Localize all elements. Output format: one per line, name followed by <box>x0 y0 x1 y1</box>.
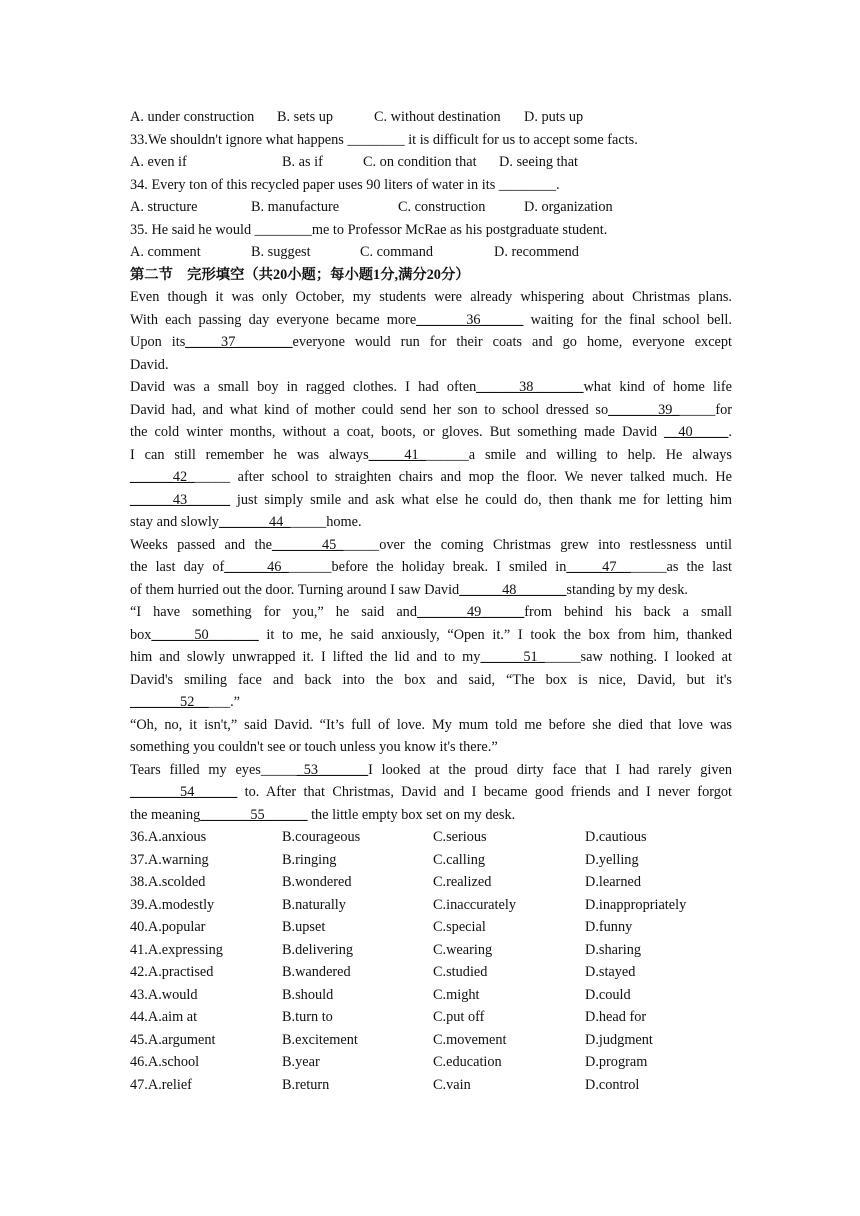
passage-line <box>130 691 732 714</box>
passage-line <box>130 714 732 737</box>
passage-line <box>130 759 732 782</box>
passage-text: standing by my desk. <box>566 581 688 598</box>
choice-option: 38.A.scolded <box>130 874 206 890</box>
passage-text: before the holiday break. I smiled in <box>331 559 567 575</box>
passage-text: Upon its <box>130 334 186 350</box>
option-a: A. structure <box>130 199 198 215</box>
blank: _____ <box>343 536 380 553</box>
choice-option: 39.A.modestly <box>130 896 215 913</box>
q33-options <box>130 151 732 174</box>
passage-text: just simply smile and ask what else he could do, then thank me for letting him <box>230 491 732 508</box>
choice-row <box>130 1074 732 1097</box>
choice-option: 41.A.expressing <box>130 941 223 958</box>
passage-line <box>130 421 732 444</box>
choice-option: B.wandered <box>282 964 351 980</box>
q34-options <box>130 196 732 219</box>
passage-line <box>130 736 732 759</box>
option-d: D. puts up <box>524 109 584 125</box>
cloze-choices <box>130 826 732 1096</box>
blank: ______50_______ <box>151 626 259 643</box>
passage-text: Tears filled my eyes <box>130 761 261 778</box>
choice-row <box>130 961 732 984</box>
blank: _______49______ <box>416 604 525 620</box>
passage-text: I looked at the proud dirty face that I had rarely given <box>368 761 732 778</box>
passage-line <box>130 331 732 354</box>
choice-option: B.wondered <box>282 874 352 890</box>
choice-option: B.naturally <box>282 896 346 913</box>
passage-text: as the last <box>666 559 732 575</box>
choice-option: C.wearing <box>433 941 493 958</box>
passage-text: I can still remember he was always <box>130 446 369 463</box>
passage-line <box>130 579 732 602</box>
choice-option: D.cautious <box>585 829 647 845</box>
choice-row <box>130 984 732 1007</box>
passage-text: for <box>715 401 732 418</box>
passage-text: waiting for the final school bell. <box>523 311 732 328</box>
option-b: B. suggest <box>251 244 311 260</box>
passage-text: home. <box>326 514 362 530</box>
choice-option: D.program <box>585 1054 648 1070</box>
option-a: A. comment <box>130 244 201 260</box>
passage-text: David's smiling face and back into the box and said, “The box is nice, David, but it's <box>130 671 732 688</box>
blank: _______39_ <box>608 401 680 418</box>
exam-page <box>130 106 732 1096</box>
choice-row <box>130 916 732 939</box>
choice-option: B.turn to <box>282 1009 333 1025</box>
passage-line <box>130 511 732 534</box>
blank: _______52__ <box>130 694 209 710</box>
blank: _____37________ <box>185 334 293 350</box>
passage-line <box>130 444 732 467</box>
blank: ______46_ <box>224 559 289 575</box>
cloze-passage <box>130 286 732 826</box>
option-b: B. manufacture <box>251 199 340 215</box>
passage-text: “Oh, no, it isn't,” said David. “It’s full of love. My mum told me before she died that love was <box>130 716 732 733</box>
passage-text: after school to straighten chairs and mop the floor. We never talked much. He <box>230 469 732 485</box>
passage-text: With each passing day everyone became more <box>130 311 417 328</box>
blank: _______55______ <box>200 806 308 823</box>
choice-option: 47.A.relief <box>130 1076 192 1093</box>
choice-row <box>130 849 732 872</box>
choice-row <box>130 1051 732 1074</box>
choice-option: D.head for <box>585 1009 647 1025</box>
blank: _______54______ <box>130 784 238 800</box>
passage-text: stay and slowly <box>130 514 219 530</box>
blank: ______38_______ <box>476 379 584 395</box>
choice-option: D.control <box>585 1076 640 1093</box>
choice-option: B.excitement <box>282 1031 358 1048</box>
blank: _______45_ <box>271 536 344 553</box>
choice-option: C.studied <box>433 964 488 980</box>
choice-option: 46.A.school <box>130 1054 200 1070</box>
blank: __40_____ <box>664 424 729 440</box>
choice-option: D.could <box>585 986 631 1003</box>
choice-option: 37.A.warning <box>130 851 209 868</box>
choice-option: B.ringing <box>282 851 337 868</box>
choice-option: 40.A.popular <box>130 919 206 935</box>
choice-option: B.should <box>282 986 334 1003</box>
blank: _____ <box>194 469 231 485</box>
blank: _53_______ <box>296 761 369 778</box>
option-d: D. organization <box>524 199 613 215</box>
passage-line <box>130 466 732 489</box>
q33-stem: 33.We shouldn't ignore what happens ________ it is difficult for us to accept some facts. <box>130 131 638 148</box>
blank: _____ <box>630 559 667 575</box>
blank: _____47__ <box>566 559 631 575</box>
passage-text: from behind his back a small <box>524 604 732 620</box>
q34-stem: 34. Every ton of this recycled paper uses 90 liters of water in its ________. <box>130 176 560 193</box>
choice-option: C.serious <box>433 829 487 845</box>
choice-option: C.calling <box>433 851 486 868</box>
passage-text: the little empty box set on my desk. <box>307 806 516 823</box>
passage-text: the meaning <box>130 806 201 823</box>
passage-text: of them hurried out the door. Turning around I saw David <box>130 581 460 598</box>
passage-text: David had, and what kind of mother could send her son to school dressed so <box>130 401 609 418</box>
choice-option: D.judgment <box>585 1031 653 1048</box>
blank: _____ <box>260 761 297 778</box>
choice-option: 45.A.argument <box>130 1031 216 1048</box>
choice-option: B.upset <box>282 919 326 935</box>
option-b: B. sets up <box>277 109 334 125</box>
choice-option: B.delivering <box>282 941 354 958</box>
choice-option: B.return <box>282 1076 330 1093</box>
blank: ______ <box>425 446 469 463</box>
choice-row <box>130 826 732 849</box>
choice-option: 43.A.would <box>130 986 198 1003</box>
option-c: C. construction <box>398 199 486 215</box>
passage-text: everyone would run for their coats and go home, everyone except <box>292 334 733 350</box>
choice-row <box>130 1029 732 1052</box>
q35-stem: 35. He said he would ________me to Professor McRae as his postgraduate student. <box>130 221 608 238</box>
passage-text: David was a small boy in ragged clothes. I had often <box>130 379 477 395</box>
blank: _____ <box>544 649 581 665</box>
passage-text: something you couldn't see or touch unless you know it's there.” <box>130 739 498 755</box>
q35-options <box>130 241 732 264</box>
section-title: 第二节 完形填空（共20小题；每小题1分,满分20分） <box>130 266 470 283</box>
blank: ______48_______ <box>459 581 567 598</box>
choice-option: D.inappropriately <box>585 896 687 913</box>
passage-line <box>130 804 732 827</box>
passage-text: over the coming Christmas grew into restlessness until <box>379 536 732 553</box>
blank: _______44_ <box>218 514 291 530</box>
passage-text: Even though it was only October, my students were already whispering about Christmas plans. <box>130 289 732 305</box>
choice-option: D.yelling <box>585 851 639 868</box>
option-a: A. under construction <box>130 109 255 125</box>
passage-line <box>130 669 732 692</box>
choice-option: 44.A.aim at <box>130 1009 198 1025</box>
choice-option: C.vain <box>433 1076 471 1093</box>
passage-line <box>130 781 732 804</box>
passage-line <box>130 534 732 557</box>
passage-text: .” <box>230 694 241 710</box>
passage-text: box <box>130 626 152 643</box>
blank: _____41_ <box>368 446 426 463</box>
choice-row <box>130 871 732 894</box>
passage-line <box>130 601 732 624</box>
choice-option: D.sharing <box>585 941 641 958</box>
passage-line <box>130 286 732 309</box>
passage-text: the last day of <box>130 559 225 575</box>
passage-line <box>130 354 732 377</box>
choice-option: C.realized <box>433 874 492 890</box>
passage-text: saw nothing. I looked at <box>580 649 732 665</box>
passage-text: the cold winter months, without a coat, boots, or gloves. But something made David <box>130 424 665 440</box>
choice-option: D.learned <box>585 874 641 890</box>
passage-text: to. After that Christmas, David and I became good friends and I never forgot <box>237 784 732 800</box>
choice-option: C.movement <box>433 1031 507 1048</box>
choice-option: 36.A.anxious <box>130 829 207 845</box>
passage-line <box>130 399 732 422</box>
passage-text: Weeks passed and the <box>130 536 272 553</box>
blank: _____ <box>290 514 327 530</box>
passage-line <box>130 489 732 512</box>
passage-line <box>130 556 732 579</box>
passage-line <box>130 624 732 647</box>
passage-text: “I have something for you,” he said and <box>130 604 417 620</box>
option-c: C. on condition that <box>363 154 477 170</box>
choice-option: C.put off <box>433 1009 485 1025</box>
option-d: D. seeing that <box>499 154 579 170</box>
blank: ______43______ <box>130 491 231 508</box>
passage-line <box>130 309 732 332</box>
passage-text: it to me, he said anxiously, “Open it.” I took the box from him, thanked <box>258 626 732 643</box>
blank: ______42_ <box>130 469 195 485</box>
choice-option: C.education <box>433 1054 502 1070</box>
option-a: A. even if <box>130 154 187 170</box>
blank: _____ <box>679 401 716 418</box>
blank: ___ <box>208 694 231 710</box>
choice-option: D.stayed <box>585 964 636 980</box>
passage-text: David. <box>130 356 169 373</box>
choice-option: C.inaccurately <box>433 896 516 913</box>
q32-options <box>130 106 732 129</box>
option-c: C. command <box>360 244 434 260</box>
choice-option: 42.A.practised <box>130 964 214 980</box>
option-d: D. recommend <box>494 244 579 260</box>
blank: _______36______ <box>416 311 524 328</box>
passage-line <box>130 646 732 669</box>
choice-option: C.special <box>433 919 486 935</box>
choice-row <box>130 939 732 962</box>
blank: ______ <box>288 559 332 575</box>
passage-line <box>130 376 732 399</box>
option-c: C. without destination <box>374 109 501 125</box>
choice-row <box>130 1006 732 1029</box>
choice-option: B.courageous <box>282 829 361 845</box>
choice-option: C.might <box>433 986 480 1003</box>
option-b: B. as if <box>282 154 323 170</box>
choice-option: D.funny <box>585 919 633 935</box>
passage-text: . <box>728 424 732 440</box>
passage-text: him and slowly unwrapped it. I lifted the lid and to my <box>130 649 481 665</box>
blank: ______51_ <box>480 649 545 665</box>
passage-text: a smile and willing to help. He always <box>468 446 732 463</box>
choice-option: B.year <box>282 1054 320 1070</box>
passage-text: what kind of home life <box>583 379 732 395</box>
choice-row <box>130 894 732 917</box>
